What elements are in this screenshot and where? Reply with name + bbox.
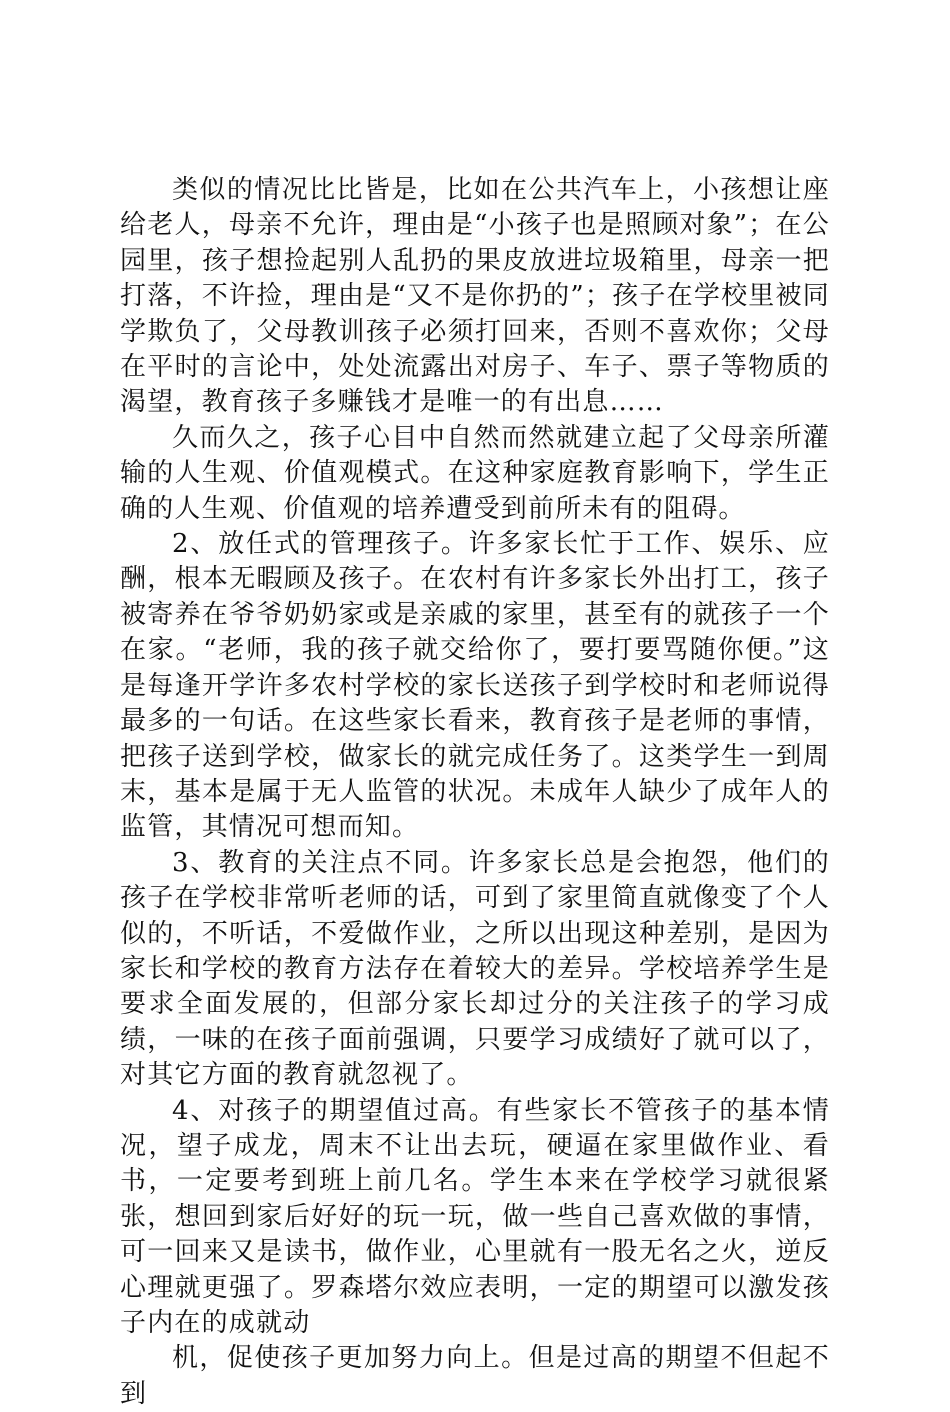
paragraph-over-time: 久而久之，孩子心目中自然而然就建立起了父母亲所灌输的人生观、价值观模式。在这种家庭教育影响下，学生正确的人生观、价值观的培养遭受到前所未有的阻碍。 bbox=[120, 422, 830, 524]
paragraph-similar-situations: 类似的情况比比皆是，比如在公共汽车上，小孩想让座给老人，母亲不允许，理由是“小孩子也是照顾对象”；在公园里，孩子想捡起别人乱扔的果皮放进垃圾箱里，母亲一把打落，不许捡，理由是“又不是你扔的”；孩子在学校里被同学欺负了，父母教训孩子必须打回来，否则不喜欢你；父母在平时的言论中，处处流露出对房子、车子、票子等物质的渴望，教育孩子多赚钱才是唯一的有出息…… bbox=[120, 175, 830, 418]
document-page bbox=[120, 173, 830, 1412]
paragraph-continuation: 机，促使孩子更加努力向上。但是过高的期望不但起不到 bbox=[120, 1343, 830, 1409]
paragraph-point-3: 3、教育的关注点不同。许多家长总是会抱怨，他们的孩子在学校非常听老师的话，可到了家里简直就像变了个人似的，不听话，不爱做作业，之所以出现这种差别，是因为家长和学校的教育方法存在着较大的差异。学校培养学生是要求全面发展的，但部分家长却过分的关注孩子的学习成绩，一味的在孩子面前强调，只要学习成绩好了就可以了，对其它方面的教育就忽视了。 bbox=[120, 847, 830, 1091]
paragraph-point-2: 2、放任式的管理孩子。许多家长忙于工作、娱乐、应酬，根本无暇顾及孩子。在农村有许多家长外出打工，孩子被寄养在爷爷奶奶家或是亲戚的家里，甚至有的就孩子一个在家。“老师，我的孩子就交给你了，要打要骂随你便。”这是每逢开学许多农村学校的家长送孩子到学校时和老师说得最多的一句话。在这些家长看来，教育孩子是老师的事情，把孩子送到学校，做家长的就完成任务了。这类学生一到周末，基本是属于无人监管的状况。未成年人缺少了成年人的监管，其情况可想而知。 bbox=[120, 529, 830, 843]
paragraph-point-4: 4、对孩子的期望值过高。有些家长不管孩子的基本情况，望子成龙，周末不让出去玩，硬逼在家里做作业、看书，一定要考到班上前几名。学生本来在学校学习就很紧张，想回到家后好好的玩一玩，做一些自己喜欢做的事情，可一回来又是读书，做作业，心里就有一股无名之火，逆反心理就更强了。罗森塔尔效应表明，一定的期望可以激发孩子内在的成就动 bbox=[120, 1095, 830, 1338]
